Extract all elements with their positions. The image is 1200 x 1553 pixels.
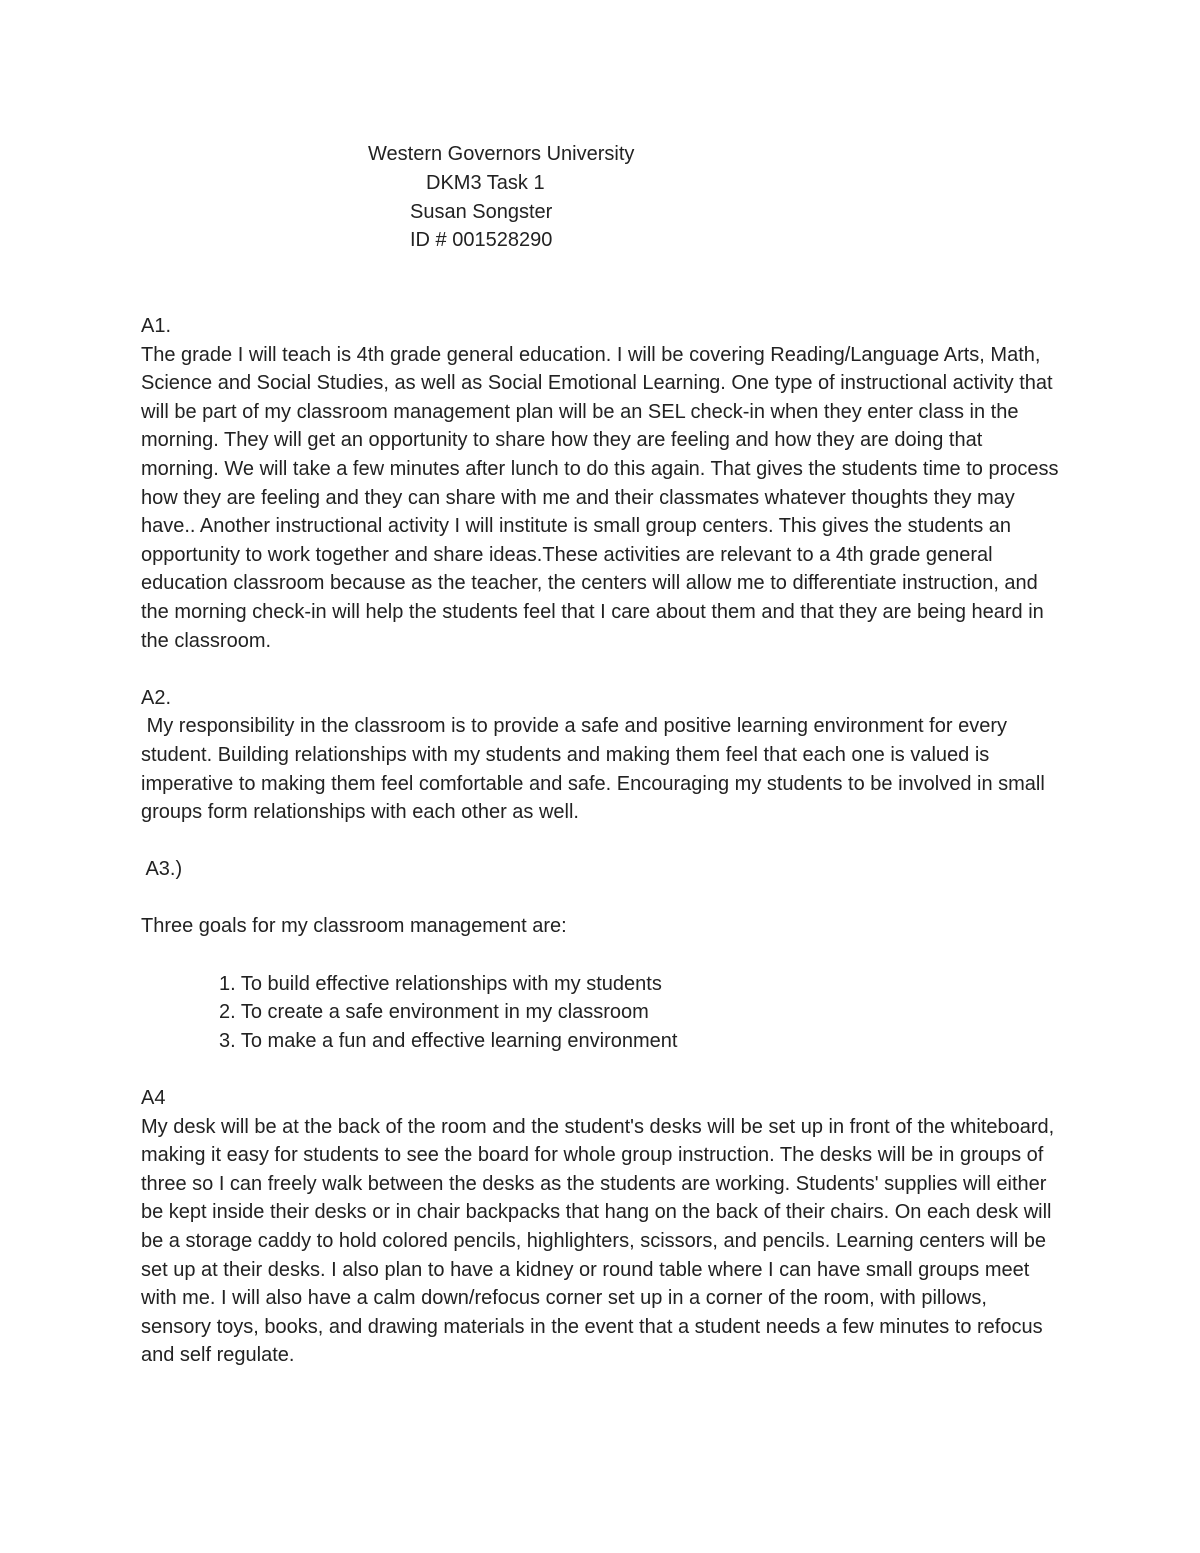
section-a4-heading: A4 [141,1087,166,1110]
goal-item: 1. To build effective relationships with my students [219,972,662,995]
goals-list [141,970,1061,1056]
section-a3-intro: Three goals for my classroom management are: [141,915,567,938]
section-a1-body: The grade I will teach is 4th grade general education. I will be covering Reading/Language Arts, Math, Science and Social Studies, as well as Social Emotional Learning. One type of instructional activity that will be part of my classroom management plan will be an SEL check-in when they enter class in the morning. They will get an opportunity to share how they are feeling and how they are doing that morning. We will take a few minutes after lunch to do this again. That gives the students time to process how they are feeling and they can share with me and their classmates whatever thoughts they may have.. Another instructional activity I will institute is small group centers. This gives the students an opportunity to work together and share ideas.These activities are relevant to a 4th grade general education classroom because as the teacher, the centers will allow me to differentiate instruction, and the morning check-in will help the students feel that I care about them and that they are being heard in the classroom. [141,343,1059,652]
goal-item: 3. To make a fun and effective learning environment [219,1029,678,1052]
section-a2-body: My responsibility in the classroom is to provide a safe and positive learning environment for every student. Building relationships with my students and making them feel that each one is valued is imperative to making them feel comfortable and safe. Encouraging my students to be involved in small groups form relationships with each other as well. [141,715,1051,824]
goal-item: 2. To create a safe environment in my classroom [219,1001,649,1024]
section-a2-heading: A2. [141,686,172,709]
institution-name: Western Governors University [368,143,635,165]
task-title: DKM3 Task 1 [426,172,545,194]
section-a3-heading: A3.) [141,858,183,881]
section-a1-heading: A1. [141,315,172,337]
student-name: Susan Songster [410,201,553,223]
student-id: ID # 001528290 [410,229,553,251]
section-a4-body: My desk will be at the back of the room and the student's desks will be set up in front of the whiteboard, making it easy for students to see the board for whole group instruction. The desks will be in groups of three so I can freely walk between the desks as the students are working. Students' supplies will either be kept inside their desks or in chair backpacks that hang on the back of their chairs. On each desk will be a storage caddy to hold colored pencils, highlighters, scissors, and pencils. Learning centers will be set up at their desks. I also plan to have a kidney or round table where I can have small groups meet with me. I will also have a calm down/refocus corner set up in a corner of the room, with pillows, sensory toys, books, and drawing materials in the event that a student needs a few minutes to refocus and self regulate. [141,1115,1055,1367]
document-body [141,312,1061,1370]
